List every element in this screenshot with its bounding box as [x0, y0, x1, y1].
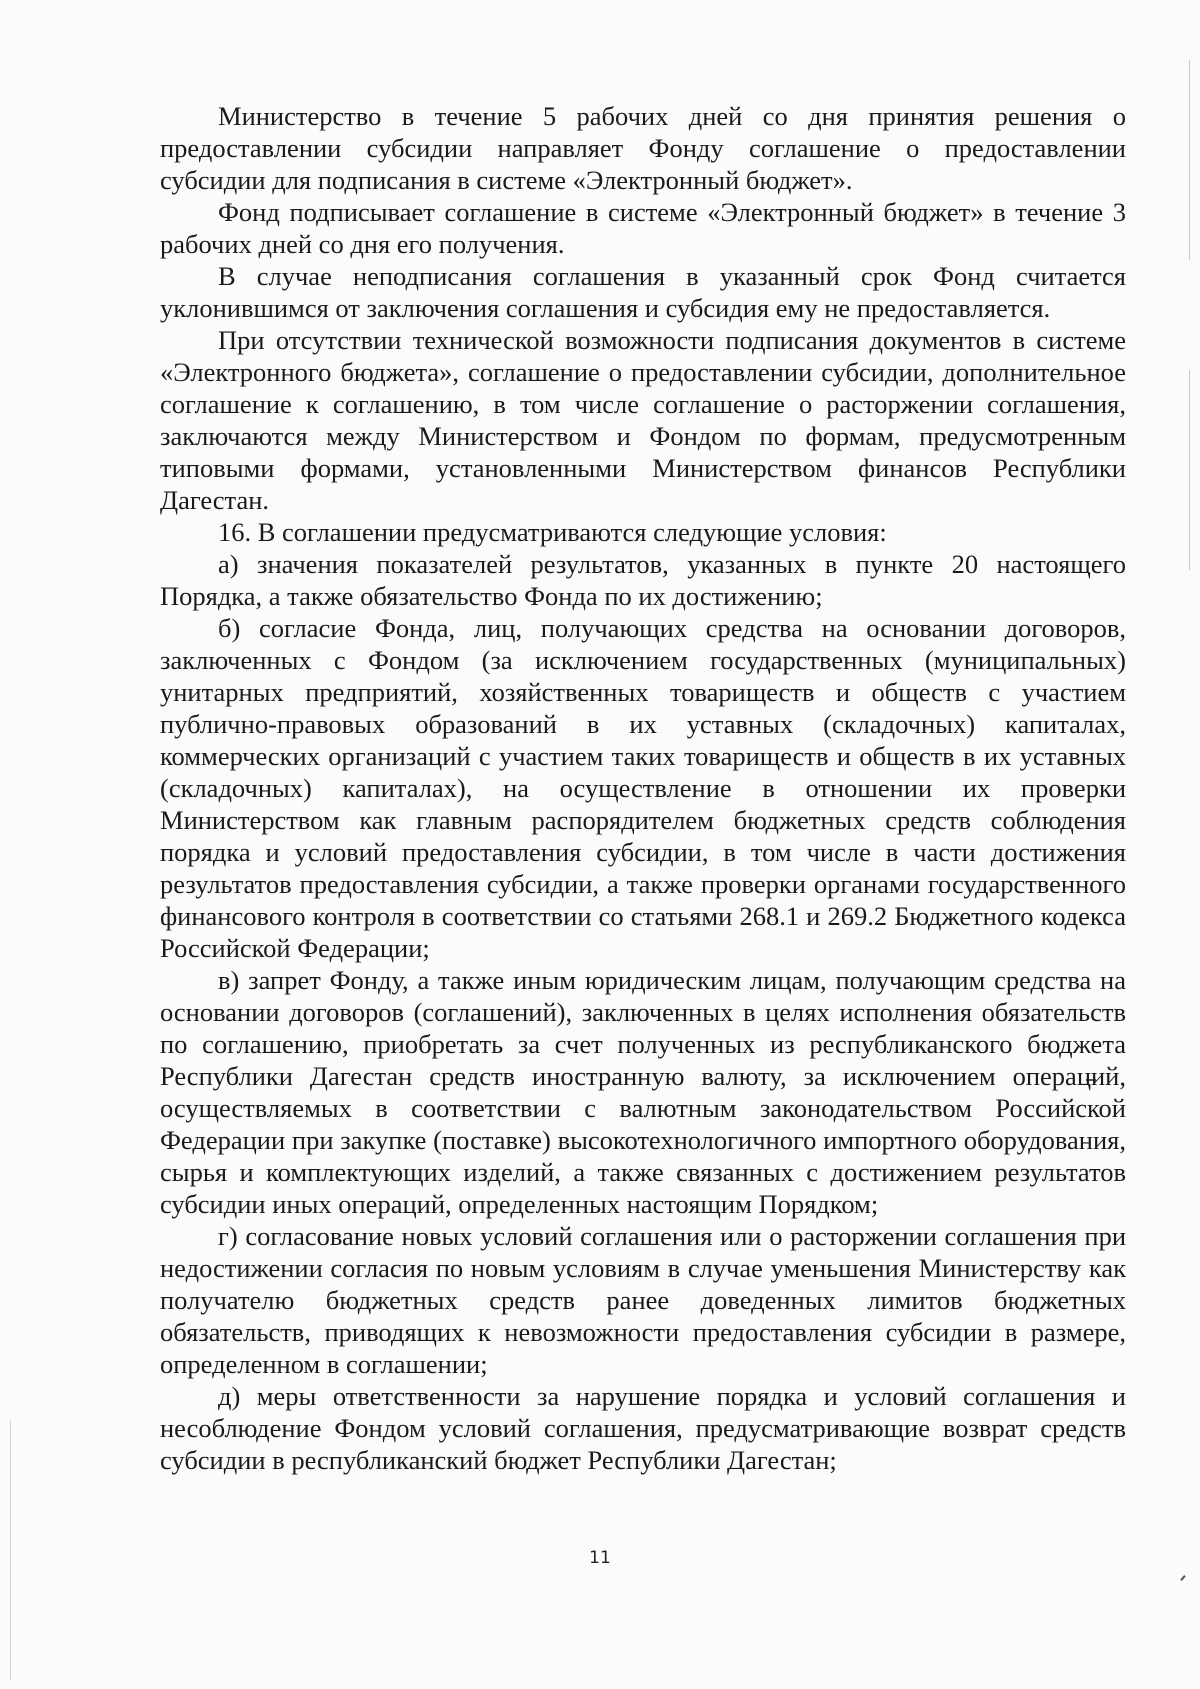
paragraph: г) согласование новых условий соглашения или о расторжении соглашения при недостижении согласия по новым условиям в случае уменьшения Министерству как получателю бюджетных средств ранее доведенных лимитов бюджетных обязательств, приводящих к невозможности предоставления субсидии в размере, определенном в соглашении;	[160, 1221, 1126, 1379]
scan-dash-mark	[1180, 1575, 1185, 1581]
paragraph: При отсутствии технической возможности подписания документов в системе «Электронного бюджета», соглашение о предоставлении субсидии, дополнительное соглашение к соглашению, в том числе соглашение о расторжении соглашения, заключаются между Министерством и Фондом по формам, предусмотренным типовыми формами, установленными Министерством финансов Республики Дагестан.	[160, 325, 1126, 515]
scan-edge-mark	[1189, 60, 1190, 260]
paragraph: д) меры ответственности за нарушение порядка и условий соглашения и несоблюдение Фондом условий соглашения, предусматривающие возврат средств субсидии в республиканский бюджет Республики Дагестан;	[160, 1381, 1126, 1475]
paragraph: а) значения показателей результатов, указанных в пункте 20 настоящего Порядка, а также обязательство Фонда по их достижению;	[160, 549, 1126, 611]
paragraph: 16. В соглашении предусматриваются следующие условия:	[218, 517, 887, 547]
scan-edge-mark	[1189, 370, 1190, 570]
paragraph: Министерство в течение 5 рабочих дней со дня принятия решения о предоставлении субсидии направляет Фонду соглашение о предоставлении субсидии для подписания в системе «Электронный бюджет».	[160, 101, 1126, 195]
paragraph: В случае неподписания соглашения в указанный срок Фонд считается уклонившимся от заключения соглашения и субсидия ему не предоставляется.	[160, 261, 1126, 323]
paragraph: в) запрет Фонду, а также иным юридическим лицам, получающим средства на основании договоров (соглашений), заключенных в целях исполнения обязательств по соглашению, приобретать за счет полученных из республиканского бюджета Республики Дагестан средств иностранную валюту, за исключением операций, осуществляемых в соответствии с валютным законодательством Российской Федерации при закупке (поставке) высокотехнологичного импортного оборудования, сырья и комплектующих изделий, а также связанных с достижением результатов субсидии иных операций, определенных настоящим Порядком;	[160, 965, 1126, 1219]
paragraph: Фонд подписывает соглашение в системе «Электронный бюджет» в течение 3 рабочих дней со дня его получения.	[160, 197, 1126, 259]
paragraph: б) согласие Фонда, лиц, получающих средства на основании договоров, заключенных с Фондом (за исключением государственных (муниципальных) унитарных предприятий, хозяйственных товариществ и обществ с участием публично-правовых образований в их уставных (складочных) капиталах, коммерческих организаций с участием таких товариществ и обществ в их уставных (складочных) капиталах), на осуществление в отношении их проверки Министерством как главным распорядителем бюджетных средств соблюдения порядка и условий предоставления субсидии, в том числе в части достижения результатов предоставления субсидии, а также проверки органами государственного финансового контроля в соответствии со статьями 268.1 и 269.2 Бюджетного кодекса Российской Федерации;	[160, 613, 1126, 963]
document-body	[160, 100, 1126, 1476]
page-number: 11	[589, 1548, 611, 1568]
